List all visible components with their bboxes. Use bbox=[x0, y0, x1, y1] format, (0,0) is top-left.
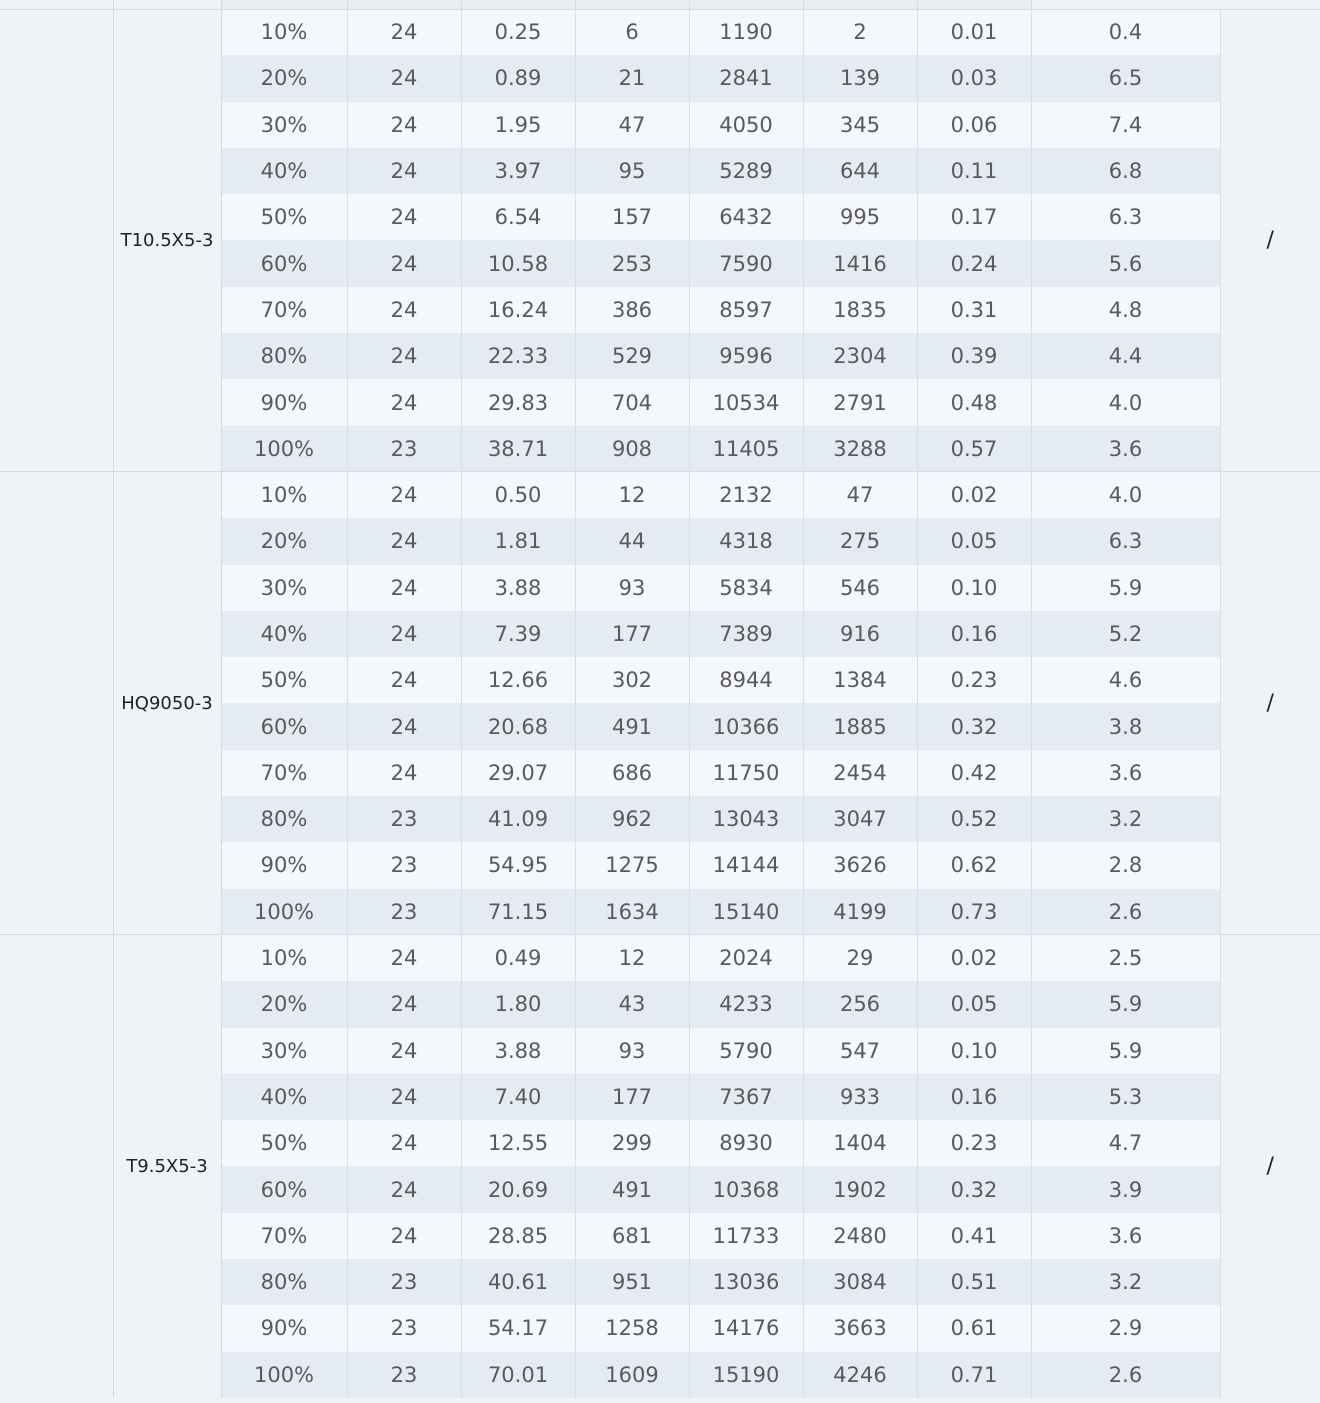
table-cell: 2454 bbox=[803, 750, 917, 796]
table-cell: 29.83 bbox=[461, 379, 575, 425]
table-cell: 299 bbox=[575, 1120, 689, 1166]
table-cell: 1902 bbox=[803, 1166, 917, 1212]
table-row bbox=[0, 472, 1320, 518]
table-cell: 0.39 bbox=[917, 333, 1031, 379]
table-cell: 3.6 bbox=[1031, 426, 1220, 472]
table-cell: 2.9 bbox=[1031, 1305, 1220, 1351]
table-cell: 2024 bbox=[689, 935, 803, 981]
table-cell: 24 bbox=[347, 657, 461, 703]
table-cell: 644 bbox=[803, 148, 917, 194]
table-cell bbox=[575, 0, 689, 9]
table-cell: 7367 bbox=[689, 1074, 803, 1120]
table-cell: 345 bbox=[803, 102, 917, 148]
table-cell: 23 bbox=[347, 1305, 461, 1351]
table-cell: 6.8 bbox=[1031, 148, 1220, 194]
table-cell: 529 bbox=[575, 333, 689, 379]
table-cell: 157 bbox=[575, 194, 689, 240]
table-cell: 24 bbox=[347, 565, 461, 611]
table-cell: 4.6 bbox=[1031, 657, 1220, 703]
table-cell: 9596 bbox=[689, 333, 803, 379]
table-cell: 2841 bbox=[689, 55, 803, 101]
table-cell: 4.0 bbox=[1031, 472, 1220, 518]
table-cell: 0.61 bbox=[917, 1305, 1031, 1351]
model-cell: T10.5X5-3 bbox=[113, 9, 221, 472]
table-cell: 8944 bbox=[689, 657, 803, 703]
table-cell: 3047 bbox=[803, 796, 917, 842]
table-cell: 3.2 bbox=[1031, 1259, 1220, 1305]
table-cell: 24 bbox=[347, 287, 461, 333]
table-cell: 24 bbox=[347, 9, 461, 55]
table-cell: 3.9 bbox=[1031, 1166, 1220, 1212]
table-cell: 23 bbox=[347, 889, 461, 935]
table-cell: 3.88 bbox=[461, 1028, 575, 1074]
table-cell: 908 bbox=[575, 426, 689, 472]
table-cell: 139 bbox=[803, 55, 917, 101]
table-cell: 1.95 bbox=[461, 102, 575, 148]
table-cell: 0.42 bbox=[917, 750, 1031, 796]
table-cell: 23 bbox=[347, 796, 461, 842]
table-cell: 0.31 bbox=[917, 287, 1031, 333]
table-cell: 7389 bbox=[689, 611, 803, 657]
table-cell: 29 bbox=[803, 935, 917, 981]
model-cell: HQ9050-3 bbox=[113, 472, 221, 935]
table-cell: 0.51 bbox=[917, 1259, 1031, 1305]
load-percent-cell: 80% bbox=[221, 333, 347, 379]
note-cell: / bbox=[1220, 472, 1320, 935]
table-cell: 8930 bbox=[689, 1120, 803, 1166]
table-cell: 13043 bbox=[689, 796, 803, 842]
table-cell: 29.07 bbox=[461, 750, 575, 796]
blank-cell bbox=[0, 9, 113, 472]
table-cell: 20.68 bbox=[461, 703, 575, 749]
table-cell: 10368 bbox=[689, 1166, 803, 1212]
table-cell: 93 bbox=[575, 565, 689, 611]
load-percent-cell: 100% bbox=[221, 426, 347, 472]
table-cell: 47 bbox=[575, 102, 689, 148]
blank-cell bbox=[0, 472, 113, 935]
table-cell: 0.02 bbox=[917, 472, 1031, 518]
table-cell: 0.06 bbox=[917, 102, 1031, 148]
table-cell: 28.85 bbox=[461, 1213, 575, 1259]
table-cell: 14176 bbox=[689, 1305, 803, 1351]
table-cell: 95 bbox=[575, 148, 689, 194]
table-cell: 0.16 bbox=[917, 611, 1031, 657]
table-cell: 0.32 bbox=[917, 1166, 1031, 1212]
table-cell: 12 bbox=[575, 472, 689, 518]
table-cell bbox=[689, 0, 803, 9]
load-percent-cell: 50% bbox=[221, 1120, 347, 1166]
table-cell: 24 bbox=[347, 102, 461, 148]
table-cell: 11750 bbox=[689, 750, 803, 796]
load-percent-cell: 60% bbox=[221, 1166, 347, 1212]
table-cell: 0.01 bbox=[917, 9, 1031, 55]
load-percent-cell: 90% bbox=[221, 1305, 347, 1351]
load-percent-cell: 70% bbox=[221, 1213, 347, 1259]
table-cell: 0.11 bbox=[917, 148, 1031, 194]
table-cell: 0.10 bbox=[917, 1028, 1031, 1074]
table-cell: 24 bbox=[347, 55, 461, 101]
table-cell: 0.05 bbox=[917, 981, 1031, 1027]
note-cell: / bbox=[1220, 9, 1320, 472]
table-cell: 2.8 bbox=[1031, 842, 1220, 888]
table-cell: 4233 bbox=[689, 981, 803, 1027]
table-cell: 2480 bbox=[803, 1213, 917, 1259]
table-cell: 1.81 bbox=[461, 518, 575, 564]
load-percent-cell: 30% bbox=[221, 102, 347, 148]
load-percent-cell: 100% bbox=[221, 1352, 347, 1398]
table-cell bbox=[917, 0, 1031, 9]
table-cell: 5834 bbox=[689, 565, 803, 611]
table-cell: 1634 bbox=[575, 889, 689, 935]
table-cell: 10366 bbox=[689, 703, 803, 749]
table-cell: 23 bbox=[347, 842, 461, 888]
load-percent-cell: 30% bbox=[221, 565, 347, 611]
table-cell: 1835 bbox=[803, 287, 917, 333]
table-cell: 491 bbox=[575, 703, 689, 749]
table-cell: 6.5 bbox=[1031, 55, 1220, 101]
table-cell: 1190 bbox=[689, 9, 803, 55]
table-cell: 47 bbox=[803, 472, 917, 518]
load-percent-cell: 40% bbox=[221, 148, 347, 194]
table-cell: 7.40 bbox=[461, 1074, 575, 1120]
table-cell bbox=[461, 0, 575, 9]
table-cell: 5289 bbox=[689, 148, 803, 194]
table-cell: 5.9 bbox=[1031, 565, 1220, 611]
table-cell: 1.80 bbox=[461, 981, 575, 1027]
table-cell: 0.23 bbox=[917, 1120, 1031, 1166]
table-cell: 24 bbox=[347, 148, 461, 194]
table-cell: 12 bbox=[575, 935, 689, 981]
table-cell: 2.5 bbox=[1031, 935, 1220, 981]
table-cell: 0.73 bbox=[917, 889, 1031, 935]
table-cell: 24 bbox=[347, 1166, 461, 1212]
table-cell: 8597 bbox=[689, 287, 803, 333]
table-cell: 0.03 bbox=[917, 55, 1031, 101]
table-cell: 1416 bbox=[803, 240, 917, 286]
table-cell: 7590 bbox=[689, 240, 803, 286]
table-cell: 12.55 bbox=[461, 1120, 575, 1166]
table-cell: 4199 bbox=[803, 889, 917, 935]
table-cell: 5.9 bbox=[1031, 981, 1220, 1027]
table-cell bbox=[221, 0, 347, 9]
table-cell: 24 bbox=[347, 1120, 461, 1166]
table-cell: 0.48 bbox=[917, 379, 1031, 425]
table-cell: 22.33 bbox=[461, 333, 575, 379]
table-cell: 14144 bbox=[689, 842, 803, 888]
table-cell: 0.24 bbox=[917, 240, 1031, 286]
table-cell: 1258 bbox=[575, 1305, 689, 1351]
table-cell: 0.17 bbox=[917, 194, 1031, 240]
table-cell: 43 bbox=[575, 981, 689, 1027]
table-cell: 1404 bbox=[803, 1120, 917, 1166]
table-cell: 24 bbox=[347, 1074, 461, 1120]
load-percent-cell: 30% bbox=[221, 1028, 347, 1074]
table-cell: 1885 bbox=[803, 703, 917, 749]
load-percent-cell: 80% bbox=[221, 1259, 347, 1305]
table-cell: 0.52 bbox=[917, 796, 1031, 842]
previous-row-partial bbox=[0, 0, 1320, 9]
table-cell: 0.32 bbox=[917, 703, 1031, 749]
load-percent-cell: 100% bbox=[221, 889, 347, 935]
table-cell: 2.6 bbox=[1031, 889, 1220, 935]
table-cell: 0.89 bbox=[461, 55, 575, 101]
table-cell: 177 bbox=[575, 1074, 689, 1120]
table-cell: 0.05 bbox=[917, 518, 1031, 564]
table-cell: 0.62 bbox=[917, 842, 1031, 888]
table-cell: 253 bbox=[575, 240, 689, 286]
table-cell: 24 bbox=[347, 981, 461, 1027]
table-cell: 547 bbox=[803, 1028, 917, 1074]
table-row bbox=[0, 935, 1320, 981]
load-percent-cell: 70% bbox=[221, 750, 347, 796]
table-cell: 0.50 bbox=[461, 472, 575, 518]
table-cell: 15140 bbox=[689, 889, 803, 935]
table-cell bbox=[803, 0, 917, 9]
load-percent-cell: 90% bbox=[221, 379, 347, 425]
table-cell: 5.2 bbox=[1031, 611, 1220, 657]
table-cell: 6.3 bbox=[1031, 194, 1220, 240]
table-cell: 0.71 bbox=[917, 1352, 1031, 1398]
table-cell: 4.4 bbox=[1031, 333, 1220, 379]
table-cell: 3288 bbox=[803, 426, 917, 472]
table-cell: 0.25 bbox=[461, 9, 575, 55]
table-cell: 24 bbox=[347, 333, 461, 379]
table-cell: 951 bbox=[575, 1259, 689, 1305]
table-cell: 5790 bbox=[689, 1028, 803, 1074]
load-percent-cell: 10% bbox=[221, 9, 347, 55]
table-cell: 5.3 bbox=[1031, 1074, 1220, 1120]
table-cell: 386 bbox=[575, 287, 689, 333]
table-cell: 686 bbox=[575, 750, 689, 796]
table-cell: 962 bbox=[575, 796, 689, 842]
table-cell: 933 bbox=[803, 1074, 917, 1120]
table-cell: 6432 bbox=[689, 194, 803, 240]
table-cell: 1275 bbox=[575, 842, 689, 888]
table-cell: 6.3 bbox=[1031, 518, 1220, 564]
table-cell: 3.6 bbox=[1031, 1213, 1220, 1259]
table-cell: 7.39 bbox=[461, 611, 575, 657]
table-cell: 995 bbox=[803, 194, 917, 240]
table-cell: 5.6 bbox=[1031, 240, 1220, 286]
table-cell: 40.61 bbox=[461, 1259, 575, 1305]
table-cell: 10534 bbox=[689, 379, 803, 425]
table-cell: 21 bbox=[575, 55, 689, 101]
load-percent-cell: 40% bbox=[221, 1074, 347, 1120]
blank-cell bbox=[0, 0, 113, 9]
table-cell: 23 bbox=[347, 1259, 461, 1305]
table-cell: 13036 bbox=[689, 1259, 803, 1305]
table-cell: 12.66 bbox=[461, 657, 575, 703]
table-cell: 24 bbox=[347, 1213, 461, 1259]
table-cell: 3.88 bbox=[461, 565, 575, 611]
table-cell: 4050 bbox=[689, 102, 803, 148]
table-row bbox=[0, 9, 1320, 55]
table-cell: 916 bbox=[803, 611, 917, 657]
table-cell: 1384 bbox=[803, 657, 917, 703]
table-cell: 41.09 bbox=[461, 796, 575, 842]
load-percent-cell: 60% bbox=[221, 240, 347, 286]
load-percent-cell: 50% bbox=[221, 194, 347, 240]
load-percent-cell: 40% bbox=[221, 611, 347, 657]
load-percent-cell: 20% bbox=[221, 518, 347, 564]
table-cell: 11733 bbox=[689, 1213, 803, 1259]
table-cell: 24 bbox=[347, 194, 461, 240]
load-percent-cell: 90% bbox=[221, 842, 347, 888]
load-percent-cell: 80% bbox=[221, 796, 347, 842]
table-cell bbox=[347, 0, 461, 9]
table-cell: 275 bbox=[803, 518, 917, 564]
table-cell: 24 bbox=[347, 240, 461, 286]
table-cell: 10.58 bbox=[461, 240, 575, 286]
table-cell: 0.23 bbox=[917, 657, 1031, 703]
table-cell: 70.01 bbox=[461, 1352, 575, 1398]
load-percent-cell: 50% bbox=[221, 657, 347, 703]
table-cell: 3.6 bbox=[1031, 750, 1220, 796]
table-cell: 23 bbox=[347, 426, 461, 472]
table-cell: 704 bbox=[575, 379, 689, 425]
table-cell: 2 bbox=[803, 9, 917, 55]
table-cell: 24 bbox=[347, 1028, 461, 1074]
table-cell: 54.95 bbox=[461, 842, 575, 888]
table-cell: 24 bbox=[347, 472, 461, 518]
table-cell: 6 bbox=[575, 9, 689, 55]
table-cell: 1609 bbox=[575, 1352, 689, 1398]
table-cell: 24 bbox=[347, 518, 461, 564]
table-cell: 2132 bbox=[689, 472, 803, 518]
note-cell bbox=[1031, 0, 1220, 9]
table-cell: 15190 bbox=[689, 1352, 803, 1398]
table-cell: 0.41 bbox=[917, 1213, 1031, 1259]
table-cell: 23 bbox=[347, 1352, 461, 1398]
table-cell: 3626 bbox=[803, 842, 917, 888]
note-cell: / bbox=[1220, 935, 1320, 1398]
table-cell: 0.16 bbox=[917, 1074, 1031, 1120]
load-percent-cell: 70% bbox=[221, 287, 347, 333]
table-cell: 3.2 bbox=[1031, 796, 1220, 842]
table-cell: 681 bbox=[575, 1213, 689, 1259]
table-cell: 0.02 bbox=[917, 935, 1031, 981]
table-cell: 0.4 bbox=[1031, 9, 1220, 55]
table-cell: 3.97 bbox=[461, 148, 575, 194]
table-cell: 491 bbox=[575, 1166, 689, 1212]
table-cell: 16.24 bbox=[461, 287, 575, 333]
table-cell: 0.10 bbox=[917, 565, 1031, 611]
table-cell: 24 bbox=[347, 935, 461, 981]
blank-cell bbox=[0, 935, 113, 1398]
table-cell: 6.54 bbox=[461, 194, 575, 240]
table-cell: 11405 bbox=[689, 426, 803, 472]
table-cell: 2791 bbox=[803, 379, 917, 425]
table-cell: 0.57 bbox=[917, 426, 1031, 472]
table-cell: 4318 bbox=[689, 518, 803, 564]
blank-cell bbox=[113, 0, 221, 9]
table-cell: 93 bbox=[575, 1028, 689, 1074]
table-cell: 24 bbox=[347, 379, 461, 425]
model-cell: T9.5X5-3 bbox=[113, 935, 221, 1398]
table-cell: 4.0 bbox=[1031, 379, 1220, 425]
load-percent-cell: 20% bbox=[221, 55, 347, 101]
table-cell: 5.9 bbox=[1031, 1028, 1220, 1074]
table-cell: 2304 bbox=[803, 333, 917, 379]
table-cell: 2.6 bbox=[1031, 1352, 1220, 1398]
table-cell: 24 bbox=[347, 750, 461, 796]
table-cell: 3663 bbox=[803, 1305, 917, 1351]
table-cell: 20.69 bbox=[461, 1166, 575, 1212]
load-percent-cell: 10% bbox=[221, 472, 347, 518]
load-percent-cell: 20% bbox=[221, 981, 347, 1027]
load-percent-cell: 10% bbox=[221, 935, 347, 981]
table-cell: 3.8 bbox=[1031, 703, 1220, 749]
table-cell: 7.4 bbox=[1031, 102, 1220, 148]
table-cell: 24 bbox=[347, 611, 461, 657]
table-cell: 177 bbox=[575, 611, 689, 657]
table-cell: 71.15 bbox=[461, 889, 575, 935]
table-cell: 0.49 bbox=[461, 935, 575, 981]
table-cell: 24 bbox=[347, 703, 461, 749]
table-cell: 4.8 bbox=[1031, 287, 1220, 333]
load-percent-cell: 60% bbox=[221, 703, 347, 749]
table-cell: 546 bbox=[803, 565, 917, 611]
table-cell: 38.71 bbox=[461, 426, 575, 472]
table-cell: 3084 bbox=[803, 1259, 917, 1305]
table-cell: 256 bbox=[803, 981, 917, 1027]
table-cell: 54.17 bbox=[461, 1305, 575, 1351]
table-cell: 4.7 bbox=[1031, 1120, 1220, 1166]
table-cell: 44 bbox=[575, 518, 689, 564]
table-cell: 4246 bbox=[803, 1352, 917, 1398]
table-cell: 302 bbox=[575, 657, 689, 703]
